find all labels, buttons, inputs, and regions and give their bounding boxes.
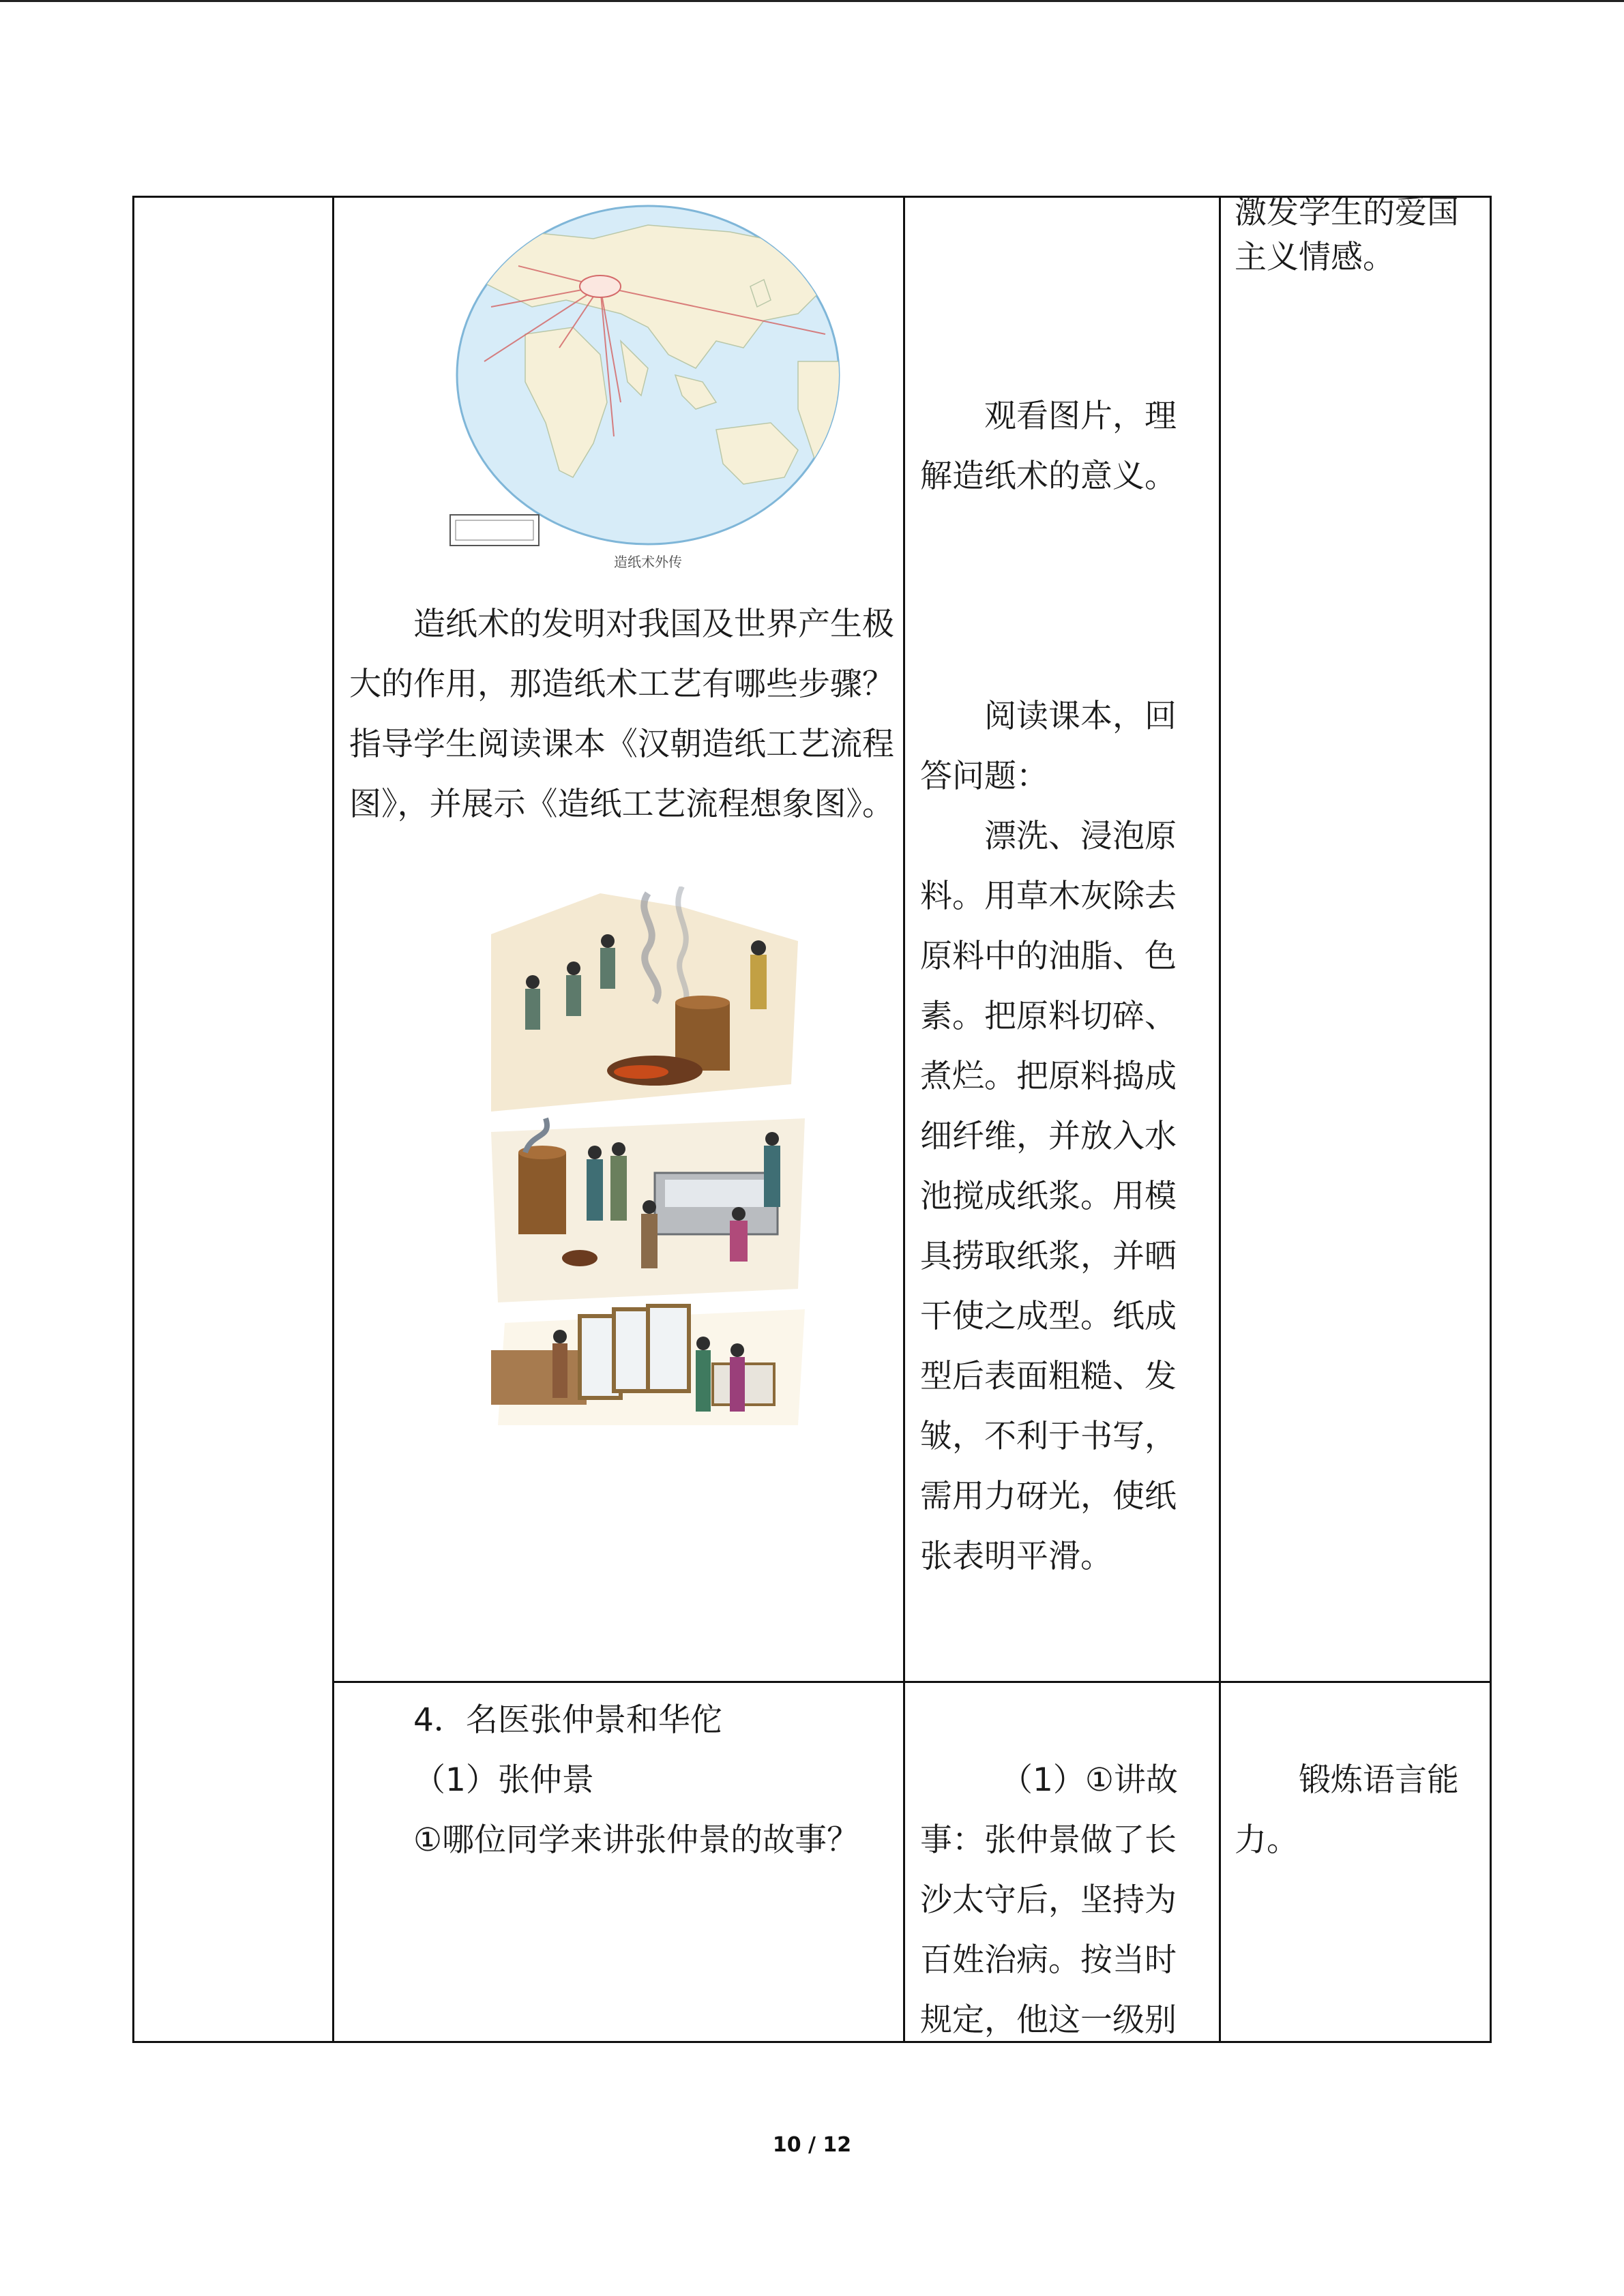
- papermaking-paragraph: 造纸术的发明对我国及世界产生极大的作用，那造纸术工艺有哪些步骤？指导学生阅读课本《汉朝造纸工艺流程图》，并展示《造纸工艺流程想象图》。: [349, 606, 894, 823]
- table-bottom-border: [132, 2041, 1492, 2043]
- goal-language-skill-text: 锻炼语言能力。: [1235, 1761, 1459, 1859]
- read-textbook-prompt: 阅读课本，回答问题：: [920, 698, 1177, 795]
- column-divider-2: [903, 196, 905, 2043]
- question-zhang-story: ①哪位同学来讲张仲景的故事？: [413, 1821, 859, 1859]
- papermaking-process-illustration: [477, 886, 818, 1432]
- page-number: 10 / 12: [772, 2133, 852, 2157]
- page-top-border: [0, 0, 1624, 2]
- observe-picture-text: 观看图片，理解造纸术的意义。: [920, 398, 1177, 495]
- paper-spread-map: [443, 205, 853, 559]
- zhang-story-answer: （1）①讲故事：张仲景做了长沙太守后，坚持为百姓治病。按当时规定，他这一级别: [920, 1761, 1179, 2039]
- map-caption: 造纸术外传: [614, 554, 682, 570]
- column-divider-3: [1219, 196, 1221, 2043]
- column-divider-1: [332, 196, 334, 2043]
- row-divider: [332, 1681, 1492, 1683]
- goal-patriotism-text: 激发学生的爱国主义情感。: [1235, 194, 1459, 276]
- papermaking-steps-answer: 漂洗、浸泡原料。用草木灰除去原料中的油脂、色素。把原料切碎、煮烂。把原料捣成细纤维，并放入水池搅成纸浆。用模具捞取纸浆，并晒干使之成型。纸成型后表面粗糙、发皱，不利于书写，需用力砑光，使纸张表明平滑。: [920, 818, 1177, 1575]
- table-left-border: [132, 196, 134, 2043]
- section-title-famous-doctors: 4．名医张仲景和华佗: [413, 1701, 722, 1739]
- subsection-zhang-zhongjing: （1）张仲景: [413, 1761, 594, 1799]
- table-right-border: [1490, 196, 1492, 2043]
